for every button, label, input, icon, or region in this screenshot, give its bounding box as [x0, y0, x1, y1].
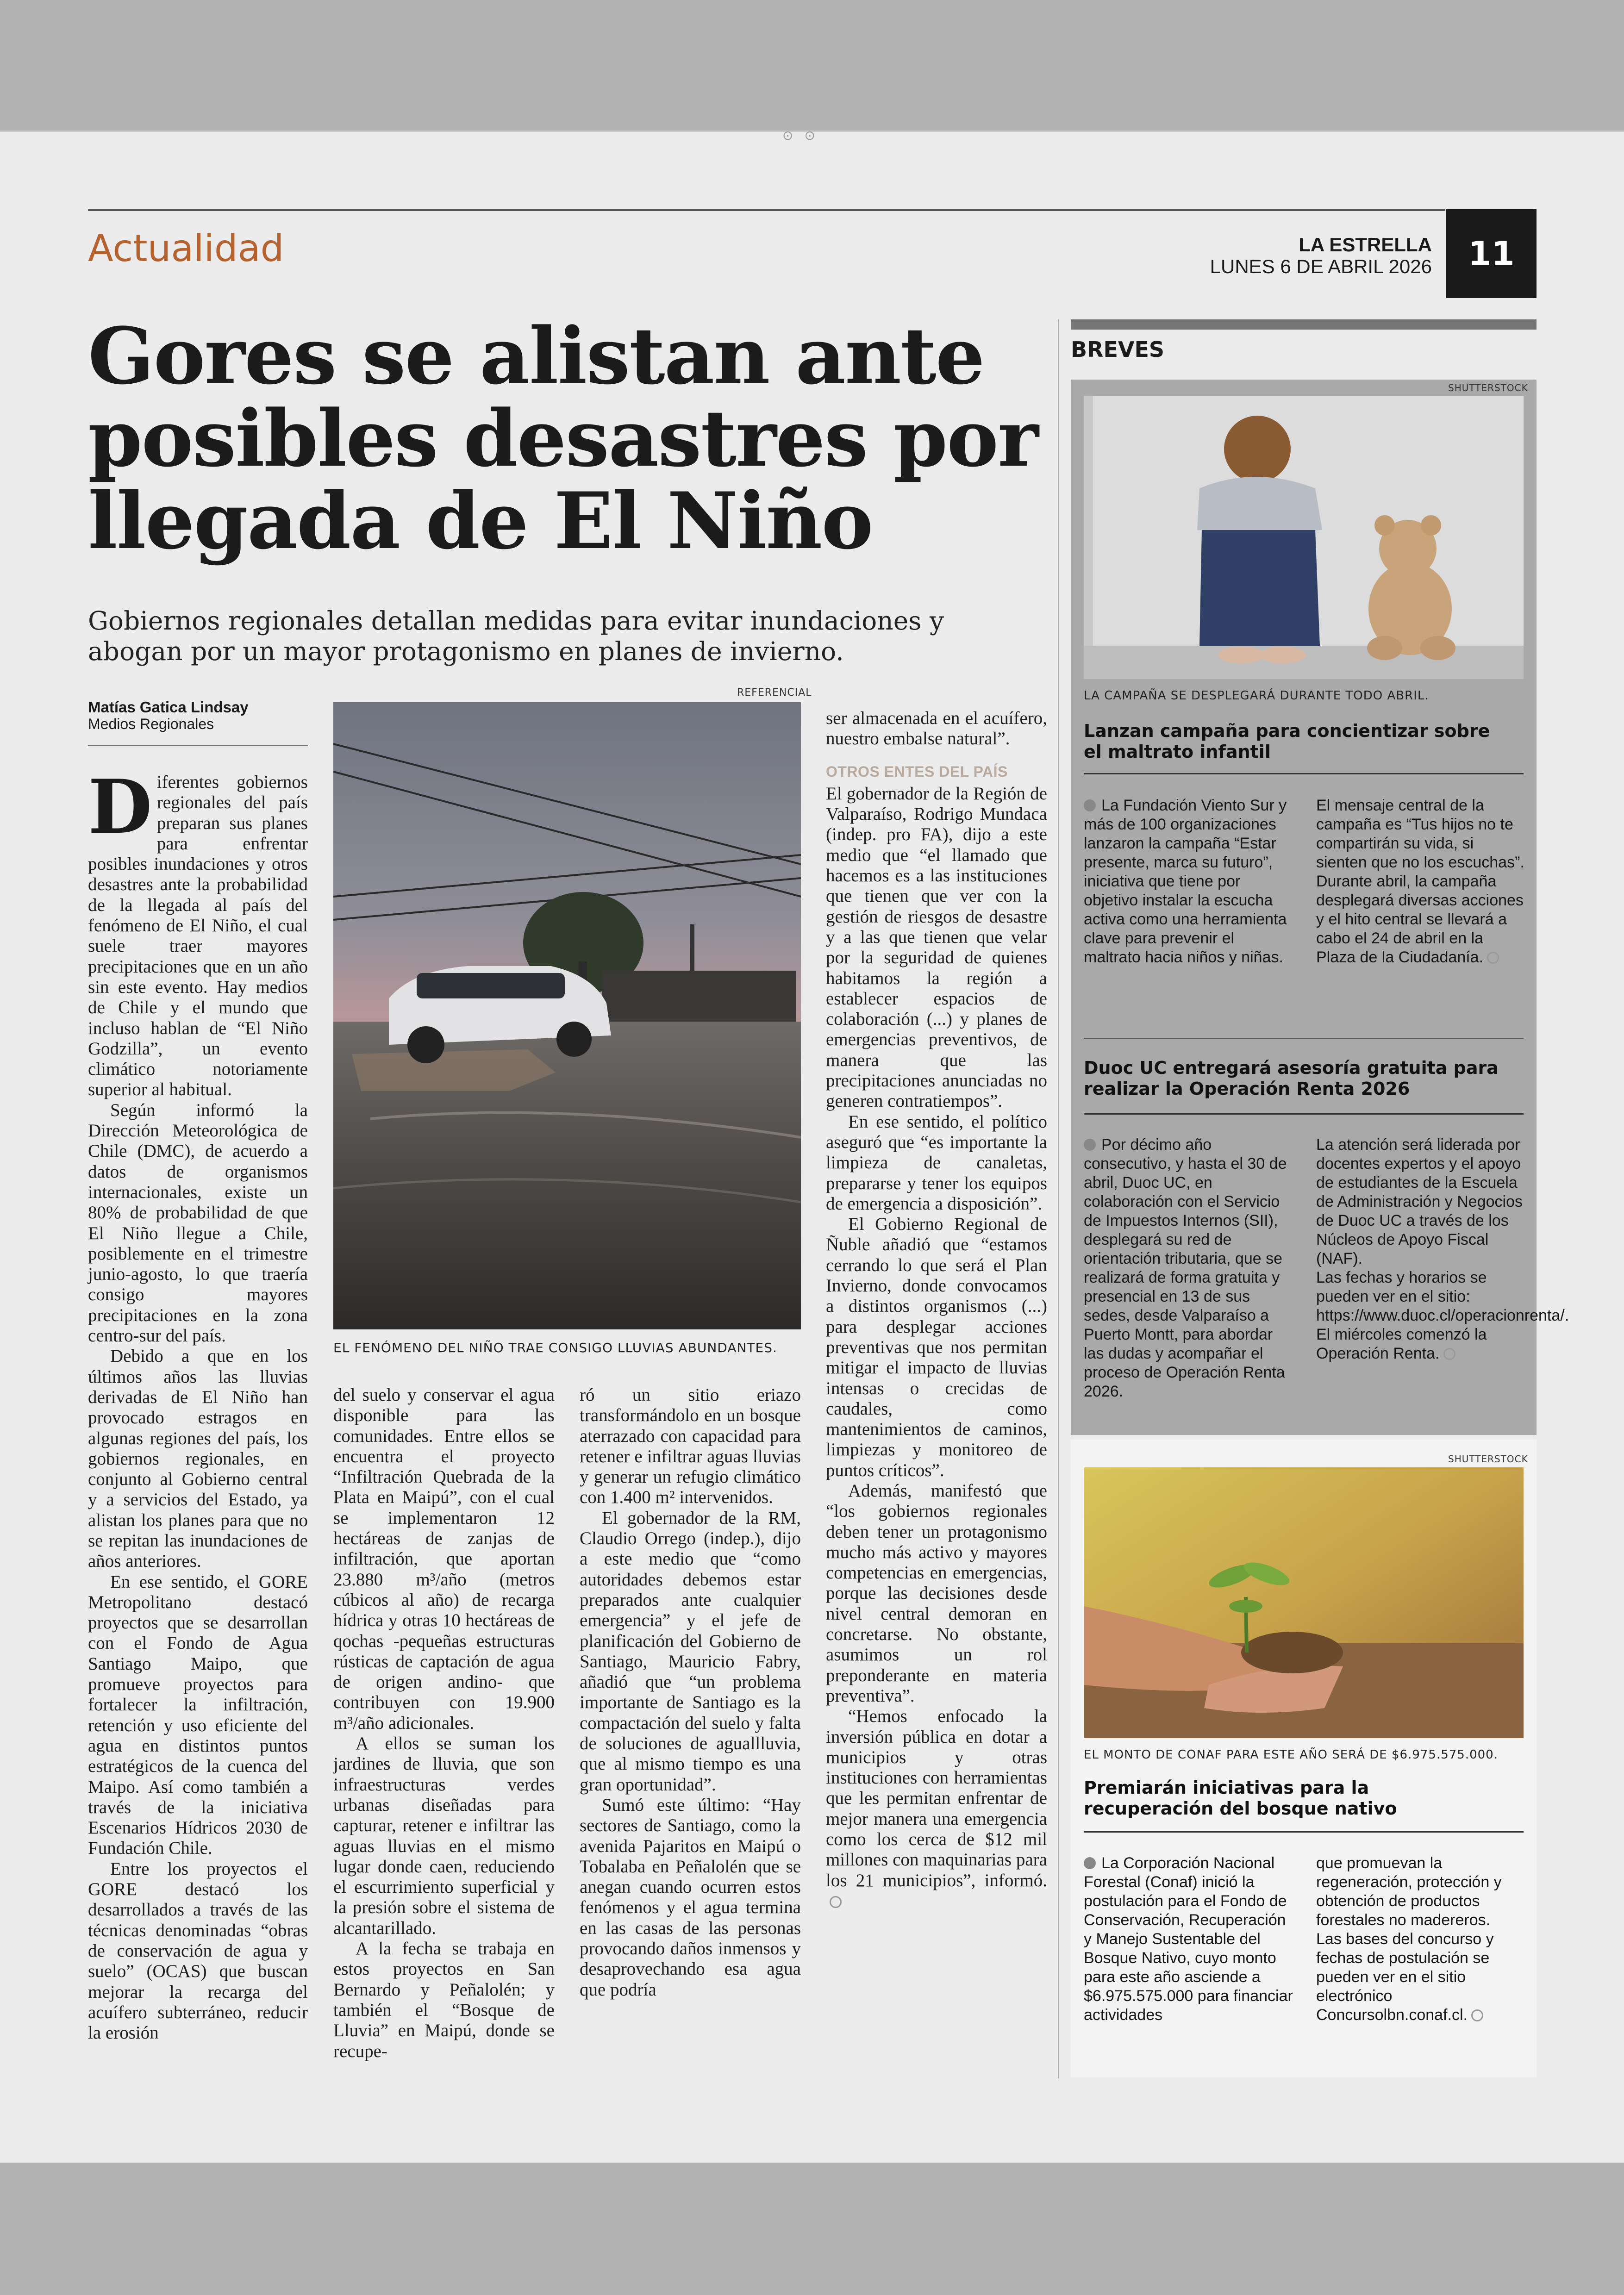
paragraph: Además, manifestó que “los gobiernos regionales deben tener un protagonismo mucho más activo y mayores competencias en emergencias, porque las decisiones desde nivel central demoran en concretarse. No obstante, asumimos un rol preponderante en materia preventiva”.: [826, 1480, 1047, 1706]
end-mark-icon: [1443, 1348, 1455, 1360]
byline: [88, 699, 264, 732]
subhead: OTROS ENTES DEL PAÍS: [826, 763, 1008, 780]
paragraph: El gobernador de la Región de Valparaíso, Rodrigo Mundaca (indep. pro FA), dijo a este medio que “el llamado que hacemos es a las instituciones que tienen que ver con la gestión de riesgos de desastre y a las que tienen que velar por la seguridad de quienes habitamos la región a establecer espacios de colaboración (...) y planes de emergencias preventivos, de manera que las precipitaciones anunciadas no generen contratiempos”.: [826, 783, 1047, 1111]
section-title: Actualidad: [88, 227, 284, 270]
breves-bar: [1071, 319, 1537, 330]
bullet-icon: [1084, 1857, 1096, 1869]
breve-headline: Premiarán iniciativas para la recuperación del bosque nativo: [1084, 1777, 1397, 1819]
photo-caption: EL FENÓMENO DEL NIÑO TRAE CONSIGO LLUVIAS ABUNDANTES.: [333, 1340, 777, 1355]
paragraph: Sumó este último: “Hay sectores de Santiago, como la avenida Pajaritos en Maipú o Tobalaba en Peñalolén que se anegan cuando ocurren estos fenómenos y el agua termina en las casas de las personas provocando daños inmensos y desaprovechando esa agua que podría: [580, 1795, 801, 2000]
header-rule: [88, 209, 1445, 211]
breve-link-text: Las fechas y horarios se pueden ver en el sitio: https://www.duoc.cl/operacionrenta/.: [1316, 1269, 1569, 1324]
paragraph: Entre los proyectos el GORE destacó los desarrollados a través de las técnicas denominadas “obras de conservación de agua y suelo” (OCAS) que buscan mejorar la recarga del acuífero subterráneo, reducir la erosión: [88, 1858, 308, 2043]
breve-column: [1316, 1854, 1524, 2025]
breve-headline: Lanzan campaña para concientizar sobre el maltrato infantil: [1084, 721, 1490, 762]
byline-rule: [88, 745, 308, 746]
flood-photo: [333, 702, 801, 1329]
bullet-icon: [1084, 799, 1096, 811]
paragraph: Diferentes gobiernos regionales del país preparan sus planes para enfrentar posibles inundaciones y otros desastres ante la probabilidad de la llegada al país del fenómeno de El Niño, el cual suele traer mayores precipitaciones que en un año sin este evento. Hay medios de Chile y el mundo que incluso hablan de “El Niño Godzilla”, un evento climático notoriamente superior al habitual.: [88, 763, 308, 1100]
article-headline: Gores se alistan ante posibles desastres por llegada de El Niño: [88, 310, 1038, 567]
breve-text: El miércoles comenzó la Operación Renta.: [1316, 1326, 1487, 1362]
breve-text: Las bases del concurso y fechas de postulación se pueden ver en el sitio electrónico Concursolbn.conaf.cl.: [1316, 1930, 1494, 2024]
breve-headline: Duoc UC entregará asesoría gratuita para realizar la Operación Renta 2026: [1084, 1058, 1499, 1099]
paragraph: “Hemos enfocado la inversión pública en dotar a municipios y otras instituciones con herramientas que les permitan enfrentar de mejor manera una emergencia como los cerca de $12 mil millones con maquinarias para los 21 municipios”, informó.: [826, 1706, 1047, 1911]
paragraph: En ese sentido, el político aseguró que “es importante la limpieza de canaletas, prepararse y tener los equipos de emergencia a disposición”.: [826, 1111, 1047, 1214]
dropcap: D: [88, 763, 152, 850]
breve-column: La Corporación Nacional Forestal (Conaf) inició la postulación para el Fondo de Conservación, Recuperación y Manejo Sustentable del Bosque Nativo, cuyo monto para este año asciende a $6.975.575.000 para financiar actividades: [1084, 1854, 1293, 2024]
photo-credit: SHUTTERSTOCK: [1448, 1453, 1528, 1465]
author-agency: Medios Regionales: [88, 716, 214, 732]
page-number: 11: [1446, 209, 1537, 298]
paragraph: del suelo y conservar el agua disponible para las comunidades. Entre ellos se encuentra el proyecto “Infiltración Quebrada de la Plata en Maipú”, con el cual se implementaron 12 hectáreas de zanjas de infiltración, que aportan 23.880 m³/año (metros cúbicos al año) de recarga hídrica y otras 10 hectáreas de qochas -pequeñas estructuras rústicas de captación de agua de origen andino- que contribuyen con 19.900 m³/año adicionales.: [333, 1385, 555, 1733]
photo-credit: REFERENCIAL: [737, 687, 812, 698]
breve-text: La atención será liderada por docentes expertos y el apoyo de estudiantes de la Escuela de Administración y Negocios de Duoc UC a través de los Núcleos de Apoyo Fiscal (NAF).: [1316, 1136, 1523, 1267]
page-dots-icon[interactable]: ⊙⊙: [782, 128, 826, 143]
end-mark-icon: [830, 1896, 842, 1908]
paragraph: Según informó la Dirección Meteorológica de Chile (DMC), de acuerdo a datos de organismos internacionales, existe un 80% de probabilidad de que El Niño llegue a Chile, posiblemente en el trimestre junio-agosto, lo que traería consigo mayores precipitaciones en la zona centro-sur del país.: [88, 1100, 308, 1346]
paragraph: A la fecha se trabaja en estos proyectos en San Bernardo y Peñalolén; y también el “Bosque de Lluvia” en Maipú, donde se recupe-: [333, 1939, 555, 2061]
end-mark-icon: [1487, 952, 1499, 964]
paragraph: En ese sentido, el GORE Metropolitano destacó proyectos que se desarrollan con el Fondo de Agua Santiago Maipo, que promueve proyectos para fortalecer la infiltración, retención y uso eficiente del agua en distintos puntos estratégicos de la cuenca del Maipo. Así como también a través de la iniciativa Escenarios Hídricos 2030 de Fundación Chile.: [88, 1572, 308, 1858]
article-column-4: [826, 708, 1047, 1911]
paragraph: Debido a que en los últimos años las lluvias derivadas de El Niño han provocado estragos en algunas regiones del país, los gobiernos regionales, en conjunto al Gobierno central y a servicios del Estado, ya alistan los planes para que no se repitan las inundaciones de años anteriores.: [88, 1346, 308, 1572]
paragraph: El Gobierno Regional de Ñuble añadió que “estamos cerrando lo que será el Plan Invierno, donde convocamos a distintos organismos (...) para desplegar acciones preventivas que nos permitan mitigar el impacto de lluvias intensas o crecidas de caudales, como mantenimientos de caminos, limpiezas y monitoreo de puntos críticos”.: [826, 1214, 1047, 1480]
article-column-2: [333, 1385, 555, 2062]
column-divider: [1058, 319, 1059, 2078]
seedling-hands-photo: [1084, 1467, 1524, 1738]
article-column-3: [580, 1385, 801, 2000]
photo-caption: LA CAMPAÑA SE DESPLEGARÁ DURANTE TODO ABRIL.: [1084, 689, 1429, 703]
end-mark-icon: [1471, 2009, 1483, 2021]
breve-column: [1316, 1135, 1569, 1363]
author-name: Matías Gatica Lindsay: [88, 698, 249, 716]
article-column-1: [88, 763, 308, 2043]
breve-rule: [1084, 1831, 1524, 1833]
paragraph: A ellos se suman los jardines de lluvia, que son infraestructuras verdes urbanas diseñadas para capturar, retener e infiltrar las aguas lluvias en el mismo lugar donde caen, reduciendo el escurrimiento superficial y la presión sobre el sistema de alcantarillado.: [333, 1734, 555, 1938]
breve-rule: [1084, 1113, 1524, 1115]
breve-divider: [1084, 1038, 1524, 1039]
paragraph: ró un sitio eriazo transformándolo en un bosque aterrazado con capacidad para retener e infiltrar aguas lluvias y generar un refugio climático con 1.400 m² intervenidos.: [580, 1385, 801, 1508]
bullet-icon: [1084, 1139, 1096, 1151]
breve-column: Por décimo año consecutivo, y hasta el 30 de abril, Duoc UC, en colaboración con el Servicio de Impuestos Internos (SII), desplegará su red de orientación tributaria, que se realizará de forma gratuita y presencial en 13 de sus sedes, desde Valparaíso a Puerto Montt, para abordar las dudas y acompañar el proceso de Operación Renta 2026.: [1084, 1136, 1287, 1400]
breves-title: BREVES: [1071, 337, 1165, 362]
photo-credit: SHUTTERSTOCK: [1448, 382, 1528, 393]
paragraph: ser almacenada en el acuífero, nuestro embalse natural”.: [826, 708, 1047, 749]
article-deck: Gobiernos regionales detallan medidas para evitar inundaciones y abogan por un mayor protagonismo en planes de invierno.: [88, 606, 944, 666]
child-teddy-photo: [1084, 396, 1524, 679]
paragraph: El gobernador de la RM, Claudio Orrego (indep.), dijo a este medio que “como autoridades debemos estar preparados ante cualquier emergencia” y el jefe de planificación del Gobierno de Santiago, Mauricio Fabry, añadió que “un problema importante de Santiago es la compactación del suelo y falta de soluciones de aguallluvia, que al mismo tiempo es una gran oportunidad”.: [580, 1508, 801, 1795]
issue-date: LUNES 6 DE ABRIL 2026: [1210, 256, 1432, 277]
breve-column: La Fundación Viento Sur y más de 100 organizaciones lanzaron la campaña “Estar presente, marca su futuro”, iniciativa que tiene por objetivo instalar la escucha activa como una herramienta clave para prevenir el maltrato hacia niños y niñas.: [1084, 797, 1287, 966]
breve-text: que promuevan la regeneración, protección y obtención de productos forestales no madereros.: [1316, 1854, 1502, 1929]
breve-rule: [1084, 773, 1524, 774]
paper-name: LA ESTRELLA: [1299, 234, 1432, 256]
breve-column: El mensaje central de la campaña es “Tus hijos no te compartirán su vida, si sienten que no los escuchas”. Durante abril, la campaña desplegará diversas acciones y el hito central se llevará a cabo el 24 de abril en la Plaza de la Ciudadanía.: [1316, 797, 1524, 966]
photo-caption: EL MONTO DE CONAF PARA ESTE AÑO SERÁ DE $6.975.575.000.: [1084, 1748, 1498, 1762]
